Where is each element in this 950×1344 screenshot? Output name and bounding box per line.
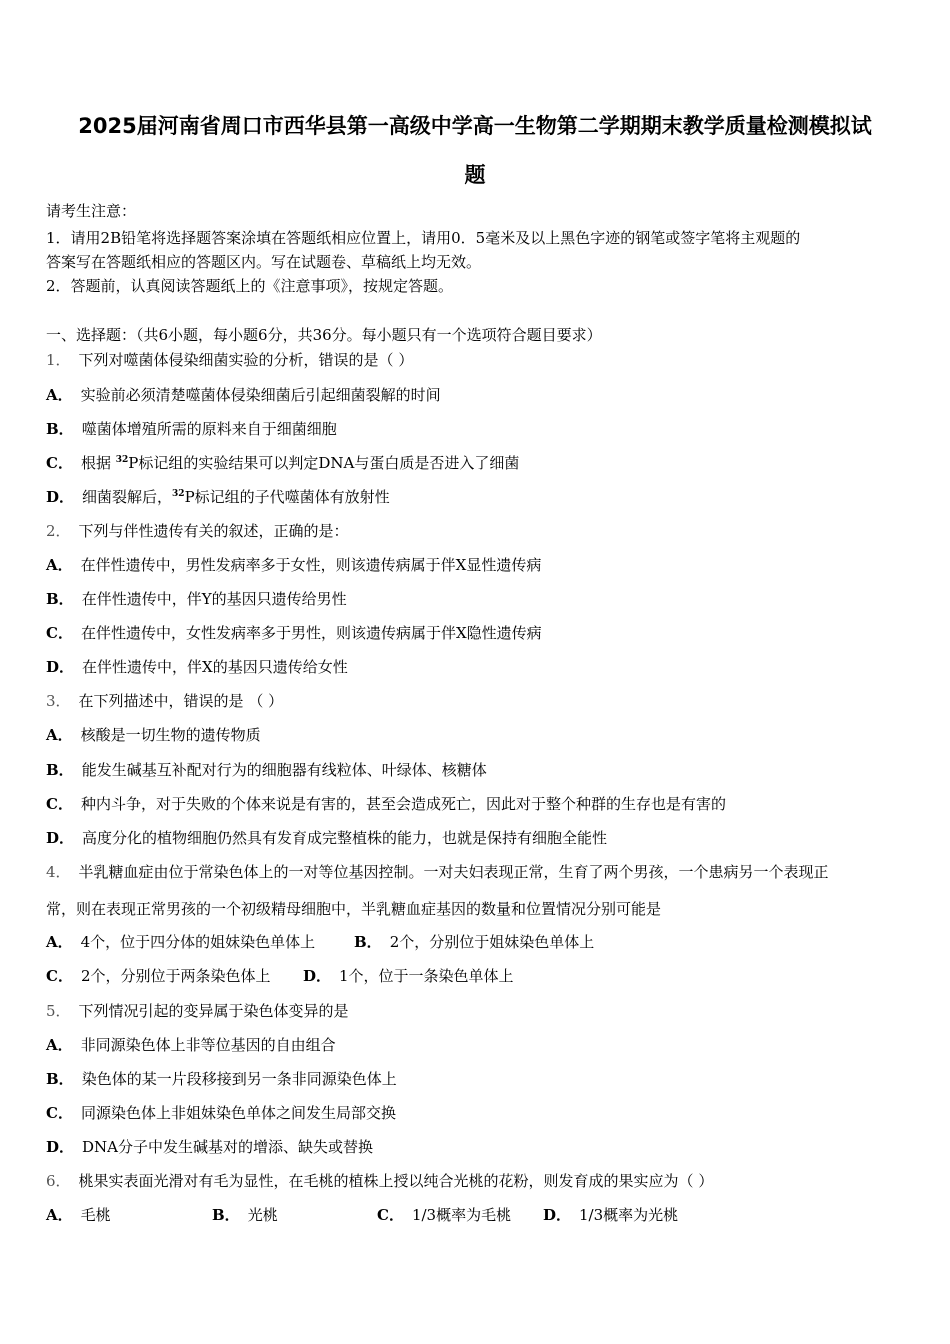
question-6-option-b: B． 光桃	[212, 1206, 278, 1224]
question-2-stem: 2． 下列与伴性遗传有关的叙述，正确的是：	[46, 522, 349, 540]
isotope-superscript: 32	[172, 489, 185, 499]
question-4-stem-continued: 常，则在表现正常男孩的一个初级精母细胞中，半乳糖血症基因的数量和位置情况分别可能是	[46, 900, 662, 918]
section-heading: 一、选择题：（共6小题，每小题6分，共36分。每小题只有一个选项符合题目要求）	[46, 326, 602, 344]
notice-item-1-continued: 答案写在答题纸相应的答题区内。写在试题卷、草稿纸上均无效。	[46, 253, 482, 271]
exam-title: 2025届河南省周口市西华县第一高级中学高一生物第二学期期末教学质量检测模拟试	[78, 114, 872, 138]
notice-item-2: 2．答题前，认真阅读答题纸上的《注意事项》，按规定答题。	[46, 277, 454, 295]
question-5-option-c: C． 同源染色体上非姐妹染色单体之间发生局部交换	[46, 1104, 396, 1122]
question-6-option-c: C． 1/3概率为毛桃	[377, 1206, 512, 1224]
question-3-option-b: B． 能发生碱基互补配对行为的细胞器有线粒体、叶绿体、核糖体	[46, 761, 487, 779]
question-1-option-c: C． 根据 $^{32}$P标记组的实验结果可以判定DNA与蛋白质是否进入了细菌	[46, 454, 520, 472]
question-5-option-b: B． 染色体的某一片段移接到另一条非同源染色体上	[46, 1070, 397, 1088]
question-5-stem: 5． 下列情况引起的变异属于染色体变异的是	[46, 1002, 349, 1020]
question-3-option-c: C． 种内斗争，对于失败的个体来说是有害的，甚至会造成死亡，因此对于整个种群的生存也是有害的	[46, 795, 726, 813]
question-number: 4．	[46, 863, 71, 881]
question-2-option-c: C． 在伴性遗传中，女性发病率多于男性，则该遗传病属于伴X隐性遗传病	[46, 624, 542, 642]
question-4-option-a: A． 4个，位于四分体的姐妹染色单体上	[46, 933, 316, 951]
question-6-option-a: A． 毛桃	[46, 1206, 111, 1224]
question-2-option-b: B． 在伴性遗传中，伴Y的基因只遗传给男性	[46, 590, 347, 608]
question-5-option-d: D． DNA分子中发生碱基对的增添、缺失或替换	[46, 1138, 374, 1156]
question-4-option-c: C． 2个，分别位于两条染色体上	[46, 967, 271, 985]
question-3-option-a: A． 核酸是一切生物的遗传物质	[46, 726, 261, 744]
question-2-option-a: A． 在伴性遗传中，男性发病率多于女性，则该遗传病属于伴X显性遗传病	[46, 556, 542, 574]
question-5-option-a: A． 非同源染色体上非等位基因的自由组合	[46, 1036, 336, 1054]
exam-title-continued: 题	[464, 163, 486, 187]
question-3-stem: 3． 在下列描述中，错误的是 （ ）	[46, 692, 284, 710]
question-1-option-b: B． 噬菌体增殖所需的原料来自于细菌细胞	[46, 420, 337, 438]
question-number: 6．	[46, 1172, 71, 1190]
question-2-option-d: D． 在伴性遗传中，伴X的基因只遗传给女性	[46, 658, 348, 676]
notice-heading: 请考生注意：	[46, 202, 137, 220]
question-number: 1．	[46, 351, 71, 369]
question-number: 5．	[46, 1002, 71, 1020]
question-4-option-d: D． 1个，位于一条染色单体上	[303, 967, 514, 985]
question-4-stem: 4． 半乳糖血症由位于常染色体上的一对等位基因控制。一对夫妇表现正常，生育了两个男孩，一个患病另一个表现正	[46, 863, 829, 881]
question-6-option-d: D． 1/3概率为光桃	[543, 1206, 679, 1224]
question-number: 3．	[46, 692, 71, 710]
isotope-superscript: 32	[115, 455, 129, 465]
question-1-stem: 1． 下列对噬菌体侵染细菌实验的分析，错误的是（ ）	[46, 351, 414, 369]
notice-item-1: 1．请用2B铅笔将选择题答案涂填在答题纸相应位置上，请用0．5毫米及以上黑色字迹的钢笔或签字笔将主观题的	[46, 229, 801, 247]
question-1-option-d: D． 细菌裂解后，$^{32}$P标记组的子代噬菌体有放射性	[46, 488, 390, 506]
question-3-option-d: D． 高度分化的植物细胞仍然具有发育成完整植株的能力，也就是保持有细胞全能性	[46, 829, 608, 847]
question-6-stem: 6． 桃果实表面光滑对有毛为显性，在毛桃的植株上授以纯合光桃的花粉，则发育成的果实应为（ ）	[46, 1172, 714, 1190]
question-4-option-b: B． 2个，分别位于姐妹染色单体上	[354, 933, 595, 951]
question-1-option-a: A． 实验前必须清楚噬菌体侵染细菌后引起细菌裂解的时间	[46, 386, 441, 404]
question-number: 2．	[46, 522, 71, 540]
